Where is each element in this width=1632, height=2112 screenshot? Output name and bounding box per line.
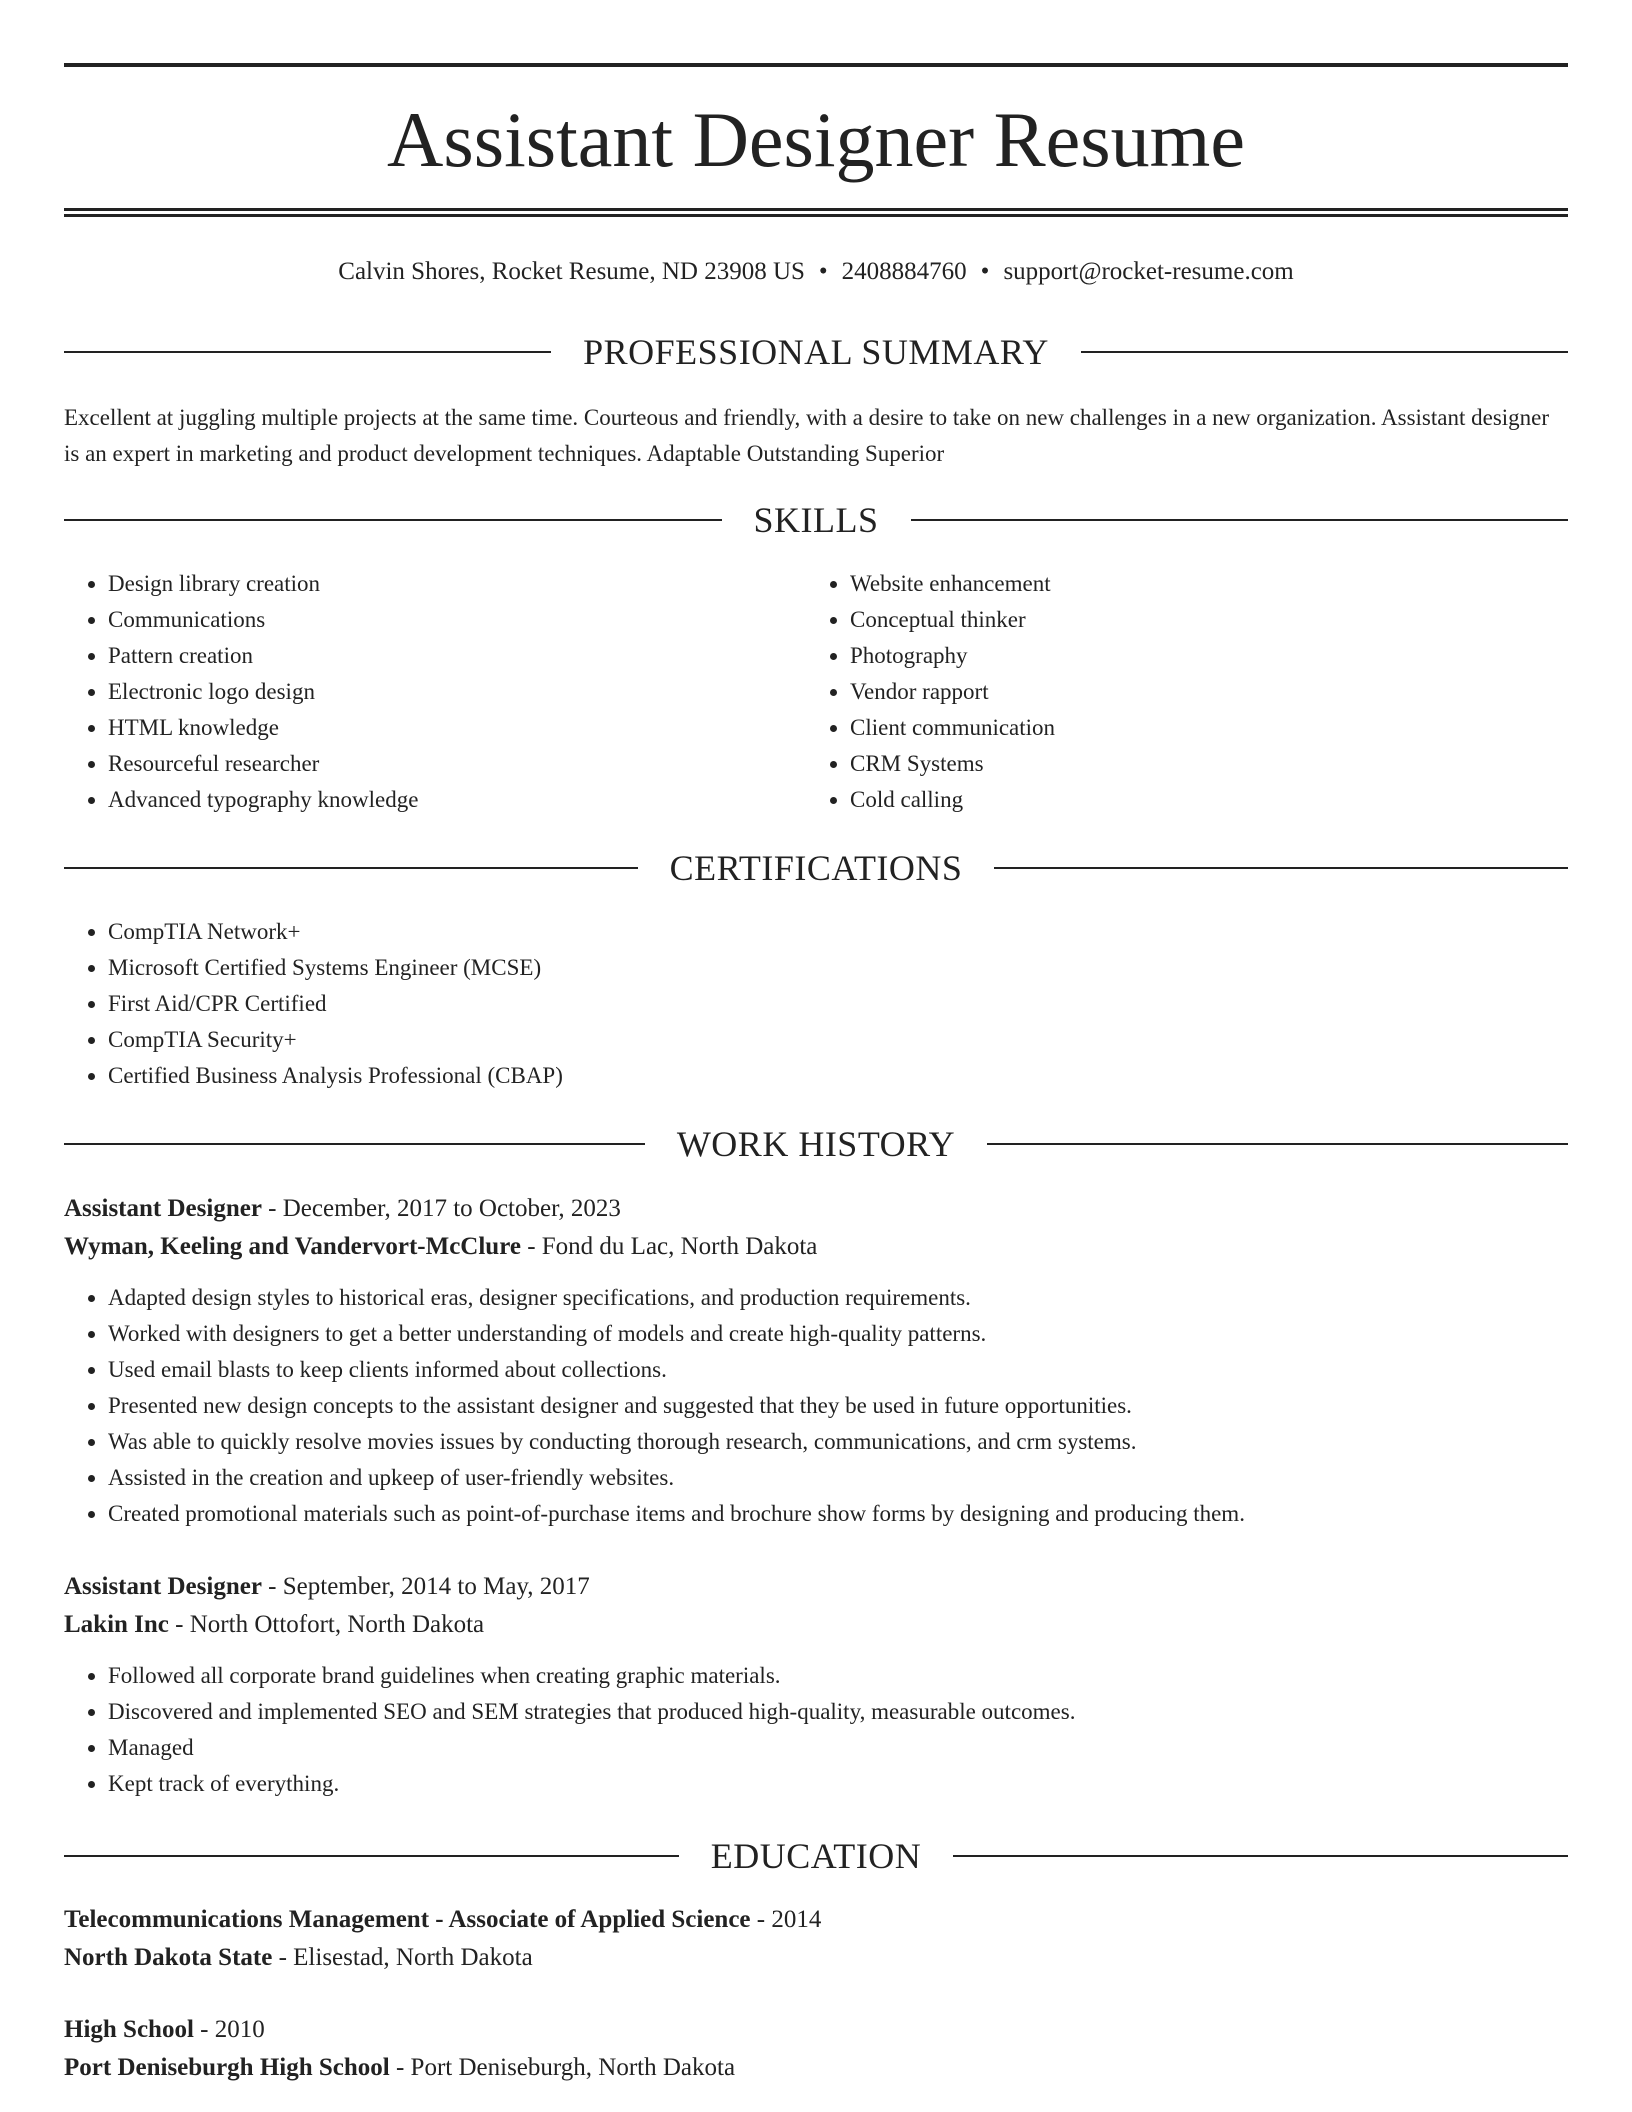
education-entry — [64, 2011, 1568, 2087]
school-line — [64, 1939, 1568, 1977]
job-company: Lakin Inc — [64, 1611, 169, 1638]
contact-line — [64, 254, 1568, 290]
section-heading-work — [64, 1122, 1568, 1166]
skill-item: • Design library creation — [108, 566, 806, 602]
section-heading-education — [64, 1834, 1568, 1878]
contact-address: Calvin Shores, Rocket Resume, ND 23908 US — [338, 258, 805, 285]
school-location: - Port Deniseburgh, North Dakota — [389, 2054, 736, 2081]
job-bullet: • Used email blasts to keep clients informed about collections. — [108, 1352, 1568, 1388]
section-title: SKILLS — [753, 500, 879, 540]
school: Port Deniseburgh High School — [64, 2054, 390, 2081]
page-title: Assistant Designer Resume — [387, 96, 1245, 183]
job-bullet: • Adapted design styles to historical eras, designer specifications, and production requirements. — [108, 1280, 1568, 1316]
heading-rule — [64, 867, 638, 869]
degree-line — [64, 2011, 1568, 2049]
job-bullet: • Worked with designers to get a better understanding of models and create high-quality patterns. — [108, 1316, 1568, 1352]
job-dates: - September, 2014 to May, 2017 — [261, 1573, 590, 1600]
job-dates: - December, 2017 to October, 2023 — [261, 1195, 621, 1222]
skill-item: • CRM Systems — [850, 746, 1548, 782]
heading-rule — [1081, 351, 1568, 353]
job-bullets — [64, 1658, 1568, 1802]
skill-item: • Photography — [850, 638, 1548, 674]
job-company: Wyman, Keeling and Vandervort-McClure — [64, 1233, 521, 1260]
section-heading-certifications — [64, 846, 1568, 890]
skill-item: • Resourceful researcher — [108, 746, 806, 782]
certifications-list — [64, 914, 1568, 1094]
skill-item: • Vendor rapport — [850, 674, 1548, 710]
heading-rule — [64, 351, 551, 353]
job-bullets — [64, 1280, 1568, 1532]
heading-rule — [987, 1143, 1568, 1145]
job-company-line — [64, 1606, 1568, 1644]
job-bullet: • Kept track of everything. — [108, 1766, 1568, 1802]
contact-email[interactable]: support@rocket-resume.com — [1003, 258, 1294, 285]
school-location: - Elisestad, North Dakota — [272, 1944, 533, 1971]
school: North Dakota State — [64, 1944, 273, 1971]
skill-item: • Client communication — [850, 710, 1548, 746]
heading-rule — [994, 867, 1568, 869]
job-title-line — [64, 1190, 1568, 1228]
contact-separator: • — [818, 258, 828, 285]
heading-rule — [911, 519, 1569, 521]
job-title: Assistant Designer — [64, 1195, 262, 1222]
job-bullet: • Presented new design concepts to the assistant designer and suggested that they be used in future opportunities. — [108, 1388, 1568, 1424]
degree-year: - 2014 — [750, 1906, 822, 1933]
section-heading-skills — [64, 498, 1568, 542]
job-title-line — [64, 1568, 1568, 1606]
heading-rule — [953, 1855, 1568, 1857]
section-title: CERTIFICATIONS — [669, 848, 963, 888]
top-rule — [64, 63, 1568, 67]
skill-item: • Pattern creation — [108, 638, 806, 674]
school-line — [64, 2049, 1568, 2087]
job-title: Assistant Designer — [64, 1573, 262, 1600]
degree: High School — [64, 2016, 194, 2043]
summary-text: Excellent at juggling multiple projects at the same time. Courteous and friendly, with a desire to take on new challenges in a new organization. Assistant designer is an expert in marketing and product development techniques. Adaptable Outstanding Superior — [64, 405, 1550, 466]
certification-item: • Certified Business Analysis Professional (CBAP) — [108, 1058, 1568, 1094]
contact-separator: • — [980, 258, 990, 285]
certification-item: • Microsoft Certified Systems Engineer (MCSE) — [108, 950, 1568, 986]
job-bullet: • Assisted in the creation and upkeep of user-friendly websites. — [108, 1460, 1568, 1496]
degree-line — [64, 1901, 1568, 1939]
skill-item: • Website enhancement — [850, 566, 1548, 602]
job-company-line — [64, 1228, 1568, 1266]
skill-item: • Electronic logo design — [108, 674, 806, 710]
work-entry — [64, 1568, 1568, 1802]
job-location: - North Ottofort, North Dakota — [168, 1611, 485, 1638]
heading-rule — [64, 1855, 679, 1857]
degree: Telecommunications Management - Associate of Applied Science — [64, 1906, 751, 1933]
skills-list — [64, 566, 1568, 818]
section-title: EDUCATION — [710, 1836, 922, 1876]
skill-item: • HTML knowledge — [108, 710, 806, 746]
certification-item: • CompTIA Security+ — [108, 1022, 1568, 1058]
job-bullet: • Was able to quickly resolve movies issues by conducting thorough research, communications, and crm systems. — [108, 1424, 1568, 1460]
heading-rule — [64, 1143, 645, 1145]
skills-column-right — [806, 566, 1548, 818]
job-bullet: • Discovered and implemented SEO and SEM strategies that produced high-quality, measurable outcomes. — [108, 1694, 1568, 1730]
work-entry — [64, 1190, 1568, 1532]
contact-phone[interactable]: 2408884760 — [841, 258, 967, 285]
skill-item: • Communications — [108, 602, 806, 638]
degree-year: - 2010 — [193, 2016, 265, 2043]
skill-item: • Advanced typography knowledge — [108, 782, 806, 818]
job-bullet: • Followed all corporate brand guidelines when creating graphic materials. — [108, 1658, 1568, 1694]
section-heading-summary — [64, 330, 1568, 374]
job-location: - Fond du Lac, North Dakota — [520, 1233, 818, 1260]
job-bullet: • Created promotional materials such as point-of-purchase items and brochure show forms by designing and producing them. — [108, 1496, 1568, 1532]
skill-item: • Conceptual thinker — [850, 602, 1548, 638]
education-entry — [64, 1901, 1568, 1977]
title-double-rule — [64, 208, 1568, 217]
job-bullet: • Managed — [108, 1730, 1568, 1766]
section-title: WORK HISTORY — [676, 1124, 956, 1164]
section-title: PROFESSIONAL SUMMARY — [583, 332, 1049, 372]
skill-item: • Cold calling — [850, 782, 1548, 818]
heading-rule — [64, 519, 722, 521]
certification-item: • First Aid/CPR Certified — [108, 986, 1568, 1022]
skills-column-left — [64, 566, 806, 818]
certification-item: • CompTIA Network+ — [108, 914, 1568, 950]
